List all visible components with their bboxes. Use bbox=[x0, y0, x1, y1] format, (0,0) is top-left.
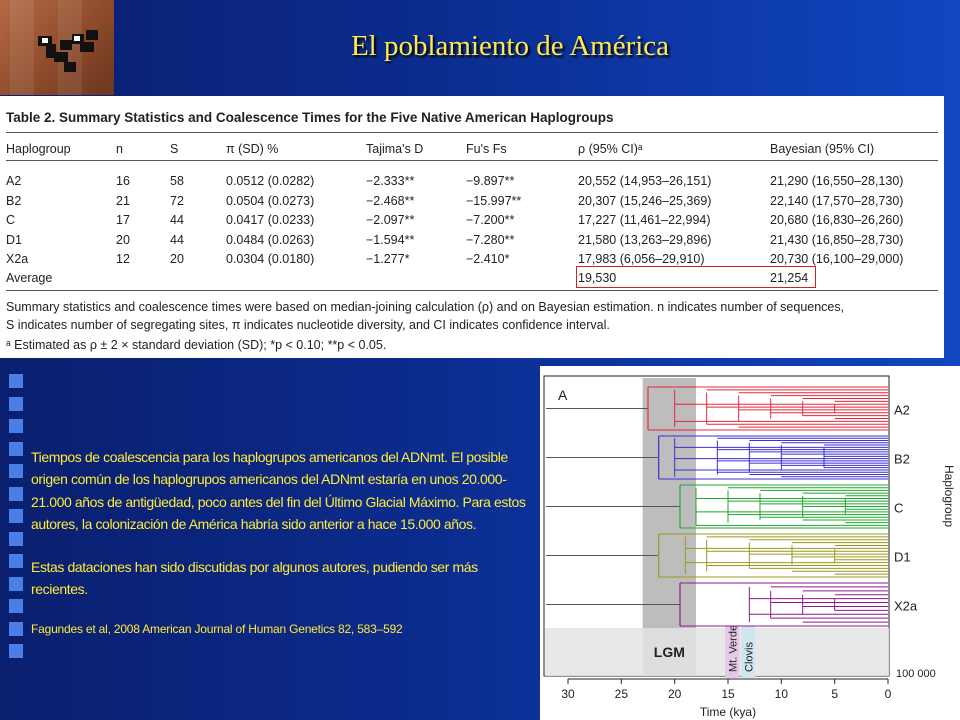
table-rule-top bbox=[6, 132, 938, 133]
average-bayes: 21,254 bbox=[770, 271, 809, 285]
table-cell: 20,730 (16,100–29,000) bbox=[770, 252, 904, 266]
table-header-cell: ρ (95% CI)ᵃ bbox=[578, 142, 643, 156]
table-rule-bottom bbox=[6, 290, 938, 291]
table-header-cell: Tajima's D bbox=[366, 142, 424, 156]
table-cell: 0.0417 (0.0233) bbox=[226, 213, 315, 227]
x-tick-label: 30 bbox=[561, 687, 575, 701]
table-cell: −9.897** bbox=[466, 174, 515, 188]
body-text bbox=[31, 446, 531, 641]
table-cell: A2 bbox=[6, 174, 22, 188]
x-tick-label: 20 bbox=[667, 687, 682, 701]
x-tick-label: 25 bbox=[614, 687, 629, 701]
bullet-square bbox=[9, 599, 23, 613]
clade-label: C bbox=[894, 500, 904, 516]
bullet-square bbox=[9, 487, 23, 501]
table-cell: 17,983 (6,056–29,910) bbox=[578, 252, 705, 266]
table-cell: 12 bbox=[116, 252, 130, 266]
table-header-cell: Bayesian (95% CI) bbox=[770, 142, 875, 156]
panel-label: A bbox=[558, 387, 568, 403]
table-cell: 20 bbox=[116, 232, 130, 247]
logo bbox=[0, 0, 114, 95]
bullet-square bbox=[9, 464, 23, 478]
table-header-cell: n bbox=[116, 142, 123, 156]
haplogroup-tree-figure bbox=[540, 366, 960, 720]
table-cell: −2.097** bbox=[366, 213, 415, 227]
average-label: Average bbox=[6, 271, 53, 285]
table-cell: 72 bbox=[170, 193, 184, 208]
table-note-1: Summary statistics and coalescence times were based on median-joining calculation (ρ) and on Bayesian estimation. n indicates number of sequences, bbox=[6, 300, 845, 314]
table-cell: −2.468** bbox=[366, 193, 415, 208]
bullet-square bbox=[9, 577, 23, 591]
table-cell: 21,430 (16,850–28,730) bbox=[770, 232, 904, 247]
logo-mark-icon bbox=[0, 0, 114, 95]
table-cell: 22,140 (17,570–28,730) bbox=[770, 193, 904, 208]
table-cell: 20 bbox=[170, 252, 184, 266]
bullet-square bbox=[9, 554, 23, 568]
tree-chart bbox=[540, 366, 960, 720]
clade-label: B2 bbox=[894, 451, 910, 467]
bullet-square bbox=[9, 622, 23, 636]
table-cell: −2.410* bbox=[466, 252, 510, 266]
table-cell: −1.277* bbox=[366, 252, 410, 266]
table-rule-header bbox=[6, 160, 938, 161]
marker-label: Mt. Verde bbox=[727, 624, 740, 672]
table-cell: 20,307 (15,246–25,369) bbox=[578, 193, 712, 208]
y-axis-label: Haplogroup bbox=[942, 464, 956, 528]
table-cell: 0.0484 (0.0263) bbox=[226, 232, 315, 247]
table-cell: D1 bbox=[6, 232, 22, 247]
slide-title: El poblamiento de América bbox=[350, 30, 670, 62]
table-cell: 20,680 (16,830–26,260) bbox=[770, 213, 904, 227]
table-cell: 0.0504 (0.0273) bbox=[226, 193, 315, 208]
table-cell: 21 bbox=[116, 193, 130, 208]
clade-label: X2a bbox=[894, 598, 918, 614]
table-cell: −7.280** bbox=[466, 232, 515, 247]
table-cell: 17,227 (11,461–22,994) bbox=[578, 213, 711, 227]
clade-label: D1 bbox=[894, 549, 911, 565]
truncated-label: 100 000 bbox=[896, 668, 936, 680]
x-tick-label: 10 bbox=[774, 687, 789, 701]
table-cell: −7.200** bbox=[466, 213, 515, 227]
table-cell: 16 bbox=[116, 174, 130, 188]
table-cell: 17 bbox=[116, 213, 130, 227]
table-cell: B2 bbox=[6, 193, 22, 208]
table-cell: 44 bbox=[170, 213, 184, 227]
x-tick-label: 15 bbox=[721, 687, 735, 701]
bullet-square bbox=[9, 532, 23, 546]
table-cell: −2.333** bbox=[366, 174, 415, 188]
table-cell: C bbox=[6, 213, 16, 227]
table-header-cell: Haplogroup bbox=[6, 142, 71, 156]
average-rho: 19,530 bbox=[578, 271, 617, 285]
clade-label: A2 bbox=[894, 402, 910, 418]
table-header-cell: Fu's Fs bbox=[466, 142, 507, 156]
x-tick-label: 0 bbox=[884, 687, 892, 701]
table-cell: −1.594** bbox=[366, 232, 415, 247]
paragraph-coalescence: Tiempos de coalescencia para los haplogrupos americanos del ADNmt. El posible origen común de los haplogrupos americanos del ADNmt estaría en unos 20.000-21.000 años de antigüedad, poco antes del fin del Último Glacial Máximo. Para estos autores, la colonización de América habría sido anterior a hace 15.000 años. bbox=[31, 449, 526, 533]
bullet-square bbox=[9, 419, 23, 433]
paragraph-discussion: Estas dataciones han sido discutidas por algunos autores, pudiendo ser más recientes. bbox=[31, 558, 478, 598]
table-cell: −15.997** bbox=[466, 193, 522, 208]
bullet-square bbox=[9, 397, 23, 411]
table-caption: Table 2. Summary Statistics and Coalescence Times for the Five Native American Haplogroups bbox=[6, 110, 614, 125]
x-axis-label: Time (kya) bbox=[699, 705, 757, 719]
marker-label: Clovis bbox=[743, 642, 756, 672]
table-cell: 21,580 (13,263–29,896) bbox=[578, 232, 712, 247]
bullet-square bbox=[9, 509, 23, 523]
table-cell: X2a bbox=[6, 252, 29, 266]
table-cell: 0.0304 (0.0180) bbox=[226, 252, 315, 266]
table-cell: 21,290 (16,550–28,130) bbox=[770, 174, 904, 188]
x-tick-label: 5 bbox=[831, 687, 839, 701]
bullet-square bbox=[9, 374, 23, 388]
table-note-3: ᵃ Estimated as ρ ± 2 × standard deviation (SD); *p < 0.10; **p < 0.05. bbox=[6, 338, 387, 352]
bullet-square bbox=[9, 644, 23, 658]
summary-table bbox=[0, 96, 944, 358]
lgm-label: LGM bbox=[653, 644, 685, 660]
table-note-2: S indicates number of segregating sites, π indicates nucleotide diversity, and CI indicates confidence interval. bbox=[6, 318, 610, 332]
table-cell: 20,552 (14,953–26,151) bbox=[578, 174, 712, 188]
reference-citation: Fagundes et al, 2008 American Journal of Human Genetics 82, 583–592 bbox=[31, 622, 403, 637]
table-header-cell: π (SD) % bbox=[226, 142, 279, 156]
average-highlight-box bbox=[576, 266, 816, 288]
table-cell: 0.0512 (0.0282) bbox=[226, 174, 315, 188]
table-header-cell: S bbox=[170, 142, 179, 156]
table-cell: 58 bbox=[170, 174, 184, 188]
bullet-square bbox=[9, 442, 23, 456]
table-cell: 44 bbox=[170, 232, 184, 247]
lower-band bbox=[545, 628, 889, 676]
